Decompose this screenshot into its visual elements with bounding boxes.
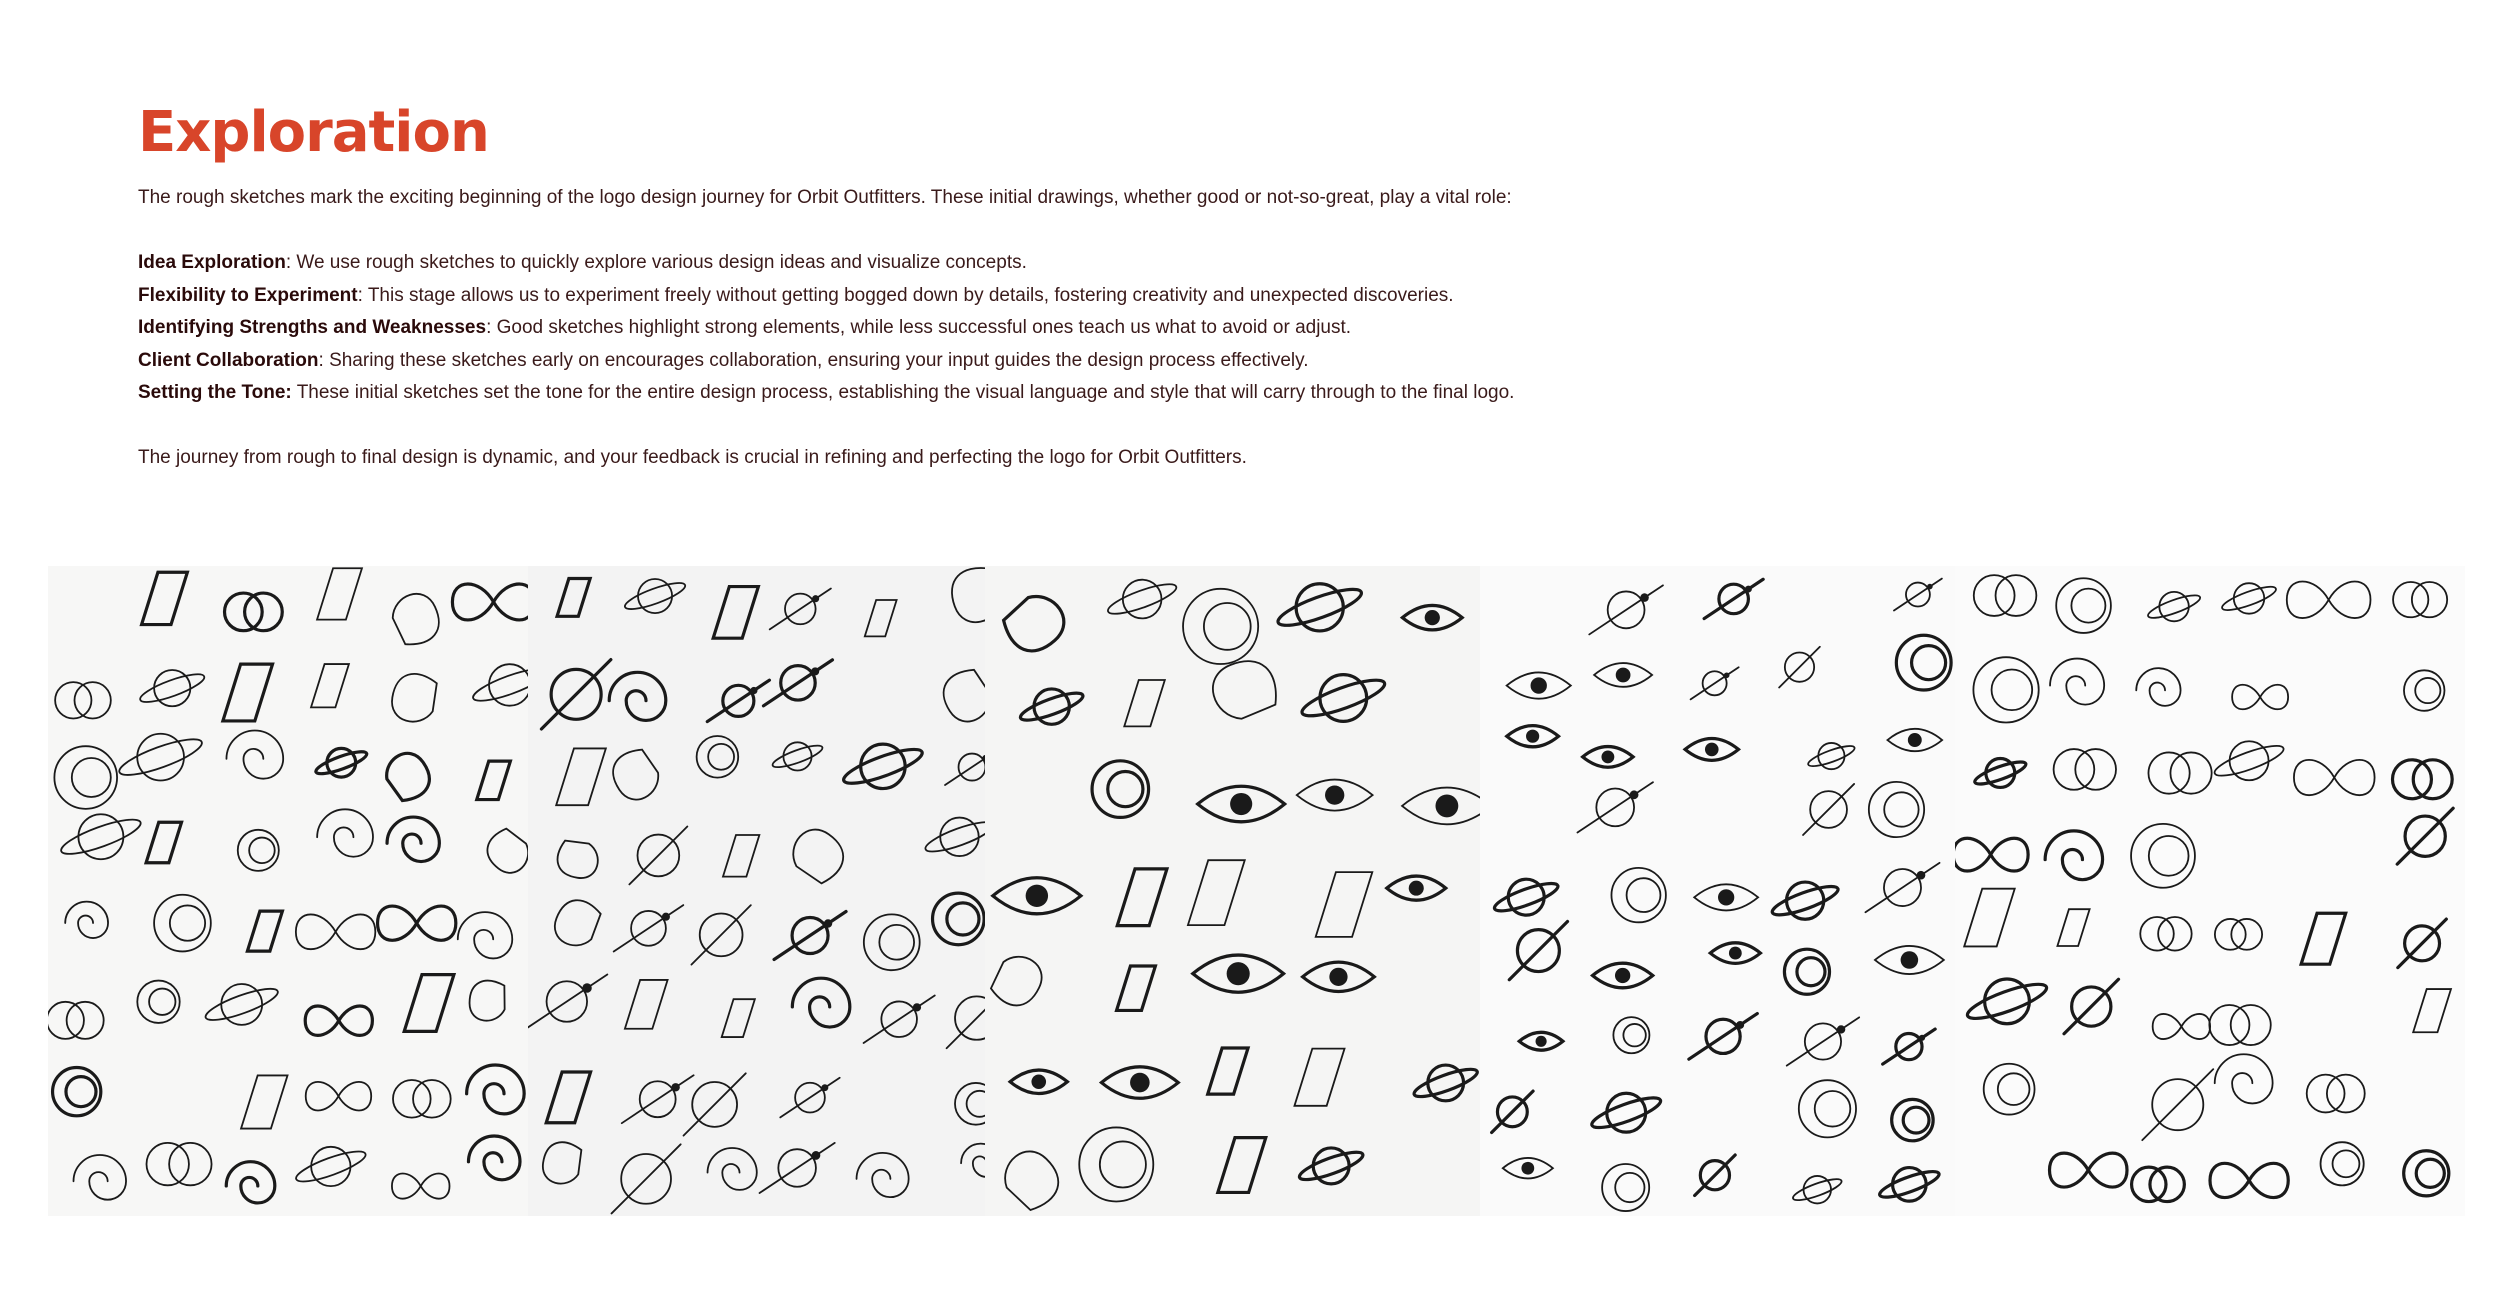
point-text: Good sketches highlight strong elements, while less successful ones teach us what to avoid or adjust. <box>496 317 1352 338</box>
sketch-sheet-1 <box>48 566 538 1216</box>
point-text: This stage allows us to experiment freely without getting bogged down by details, fostering creativity and unexpected discoveries. <box>367 284 1454 306</box>
point-term: Setting the Tone: <box>138 382 292 403</box>
point-flexibility: Flexibility to Experiment: This stage allows us to experiment freely without getting bogged down by details, fostering creativity and unexpected discoveries. <box>138 284 1454 306</box>
point-strengths-weaknesses: Identifying Strengths and Weaknesses: Good sketches highlight strong elements, while less successful ones teach us what to avoid or adjust. <box>138 317 1352 338</box>
closing-paragraph: The journey from rough to final design is dynamic, and your feedback is crucial in refining and perfecting the logo for Orbit Outfitters. <box>138 447 1247 468</box>
description-block <box>138 182 2238 475</box>
point-term: Client Collaboration <box>138 349 319 371</box>
point-term: Idea Exploration <box>138 252 286 273</box>
point-term: Identifying Strengths and Weaknesses <box>138 317 487 338</box>
point-text: These initial sketches set the tone for the entire design process, establishing the visual language and style that will carry through to the final logo. <box>296 382 1515 403</box>
page-title: Exploration <box>138 100 489 165</box>
sketch-sheet-3 <box>985 566 1480 1216</box>
intro-paragraph: The rough sketches mark the exciting beginning of the logo design journey for Orbit Outfitters. These initial drawings, whether good or not-so-great, play a vital role: <box>138 187 1512 208</box>
point-setting-tone <box>138 377 2238 410</box>
point-client-collaboration: Client Collaboration: Sharing these sketches early on encourages collaboration, ensuring your input guides the design process effectively. <box>138 349 1309 371</box>
point-text: We use rough sketches to quickly explore various design ideas and visualize concepts. <box>296 252 1027 273</box>
sketch-sheet-4 <box>1480 566 1960 1216</box>
point-text: Sharing these sketches early on encourages collaboration, ensuring your input guides the design process effectively. <box>329 349 1309 371</box>
point-term: Flexibility to Experiment <box>138 284 358 306</box>
point-idea-exploration: Idea Exploration: We use rough sketches to quickly explore various design ideas and visualize concepts. <box>138 252 1027 273</box>
sketch-sheet-5 <box>1955 566 2465 1216</box>
sketch-sheet-2 <box>528 566 1008 1216</box>
